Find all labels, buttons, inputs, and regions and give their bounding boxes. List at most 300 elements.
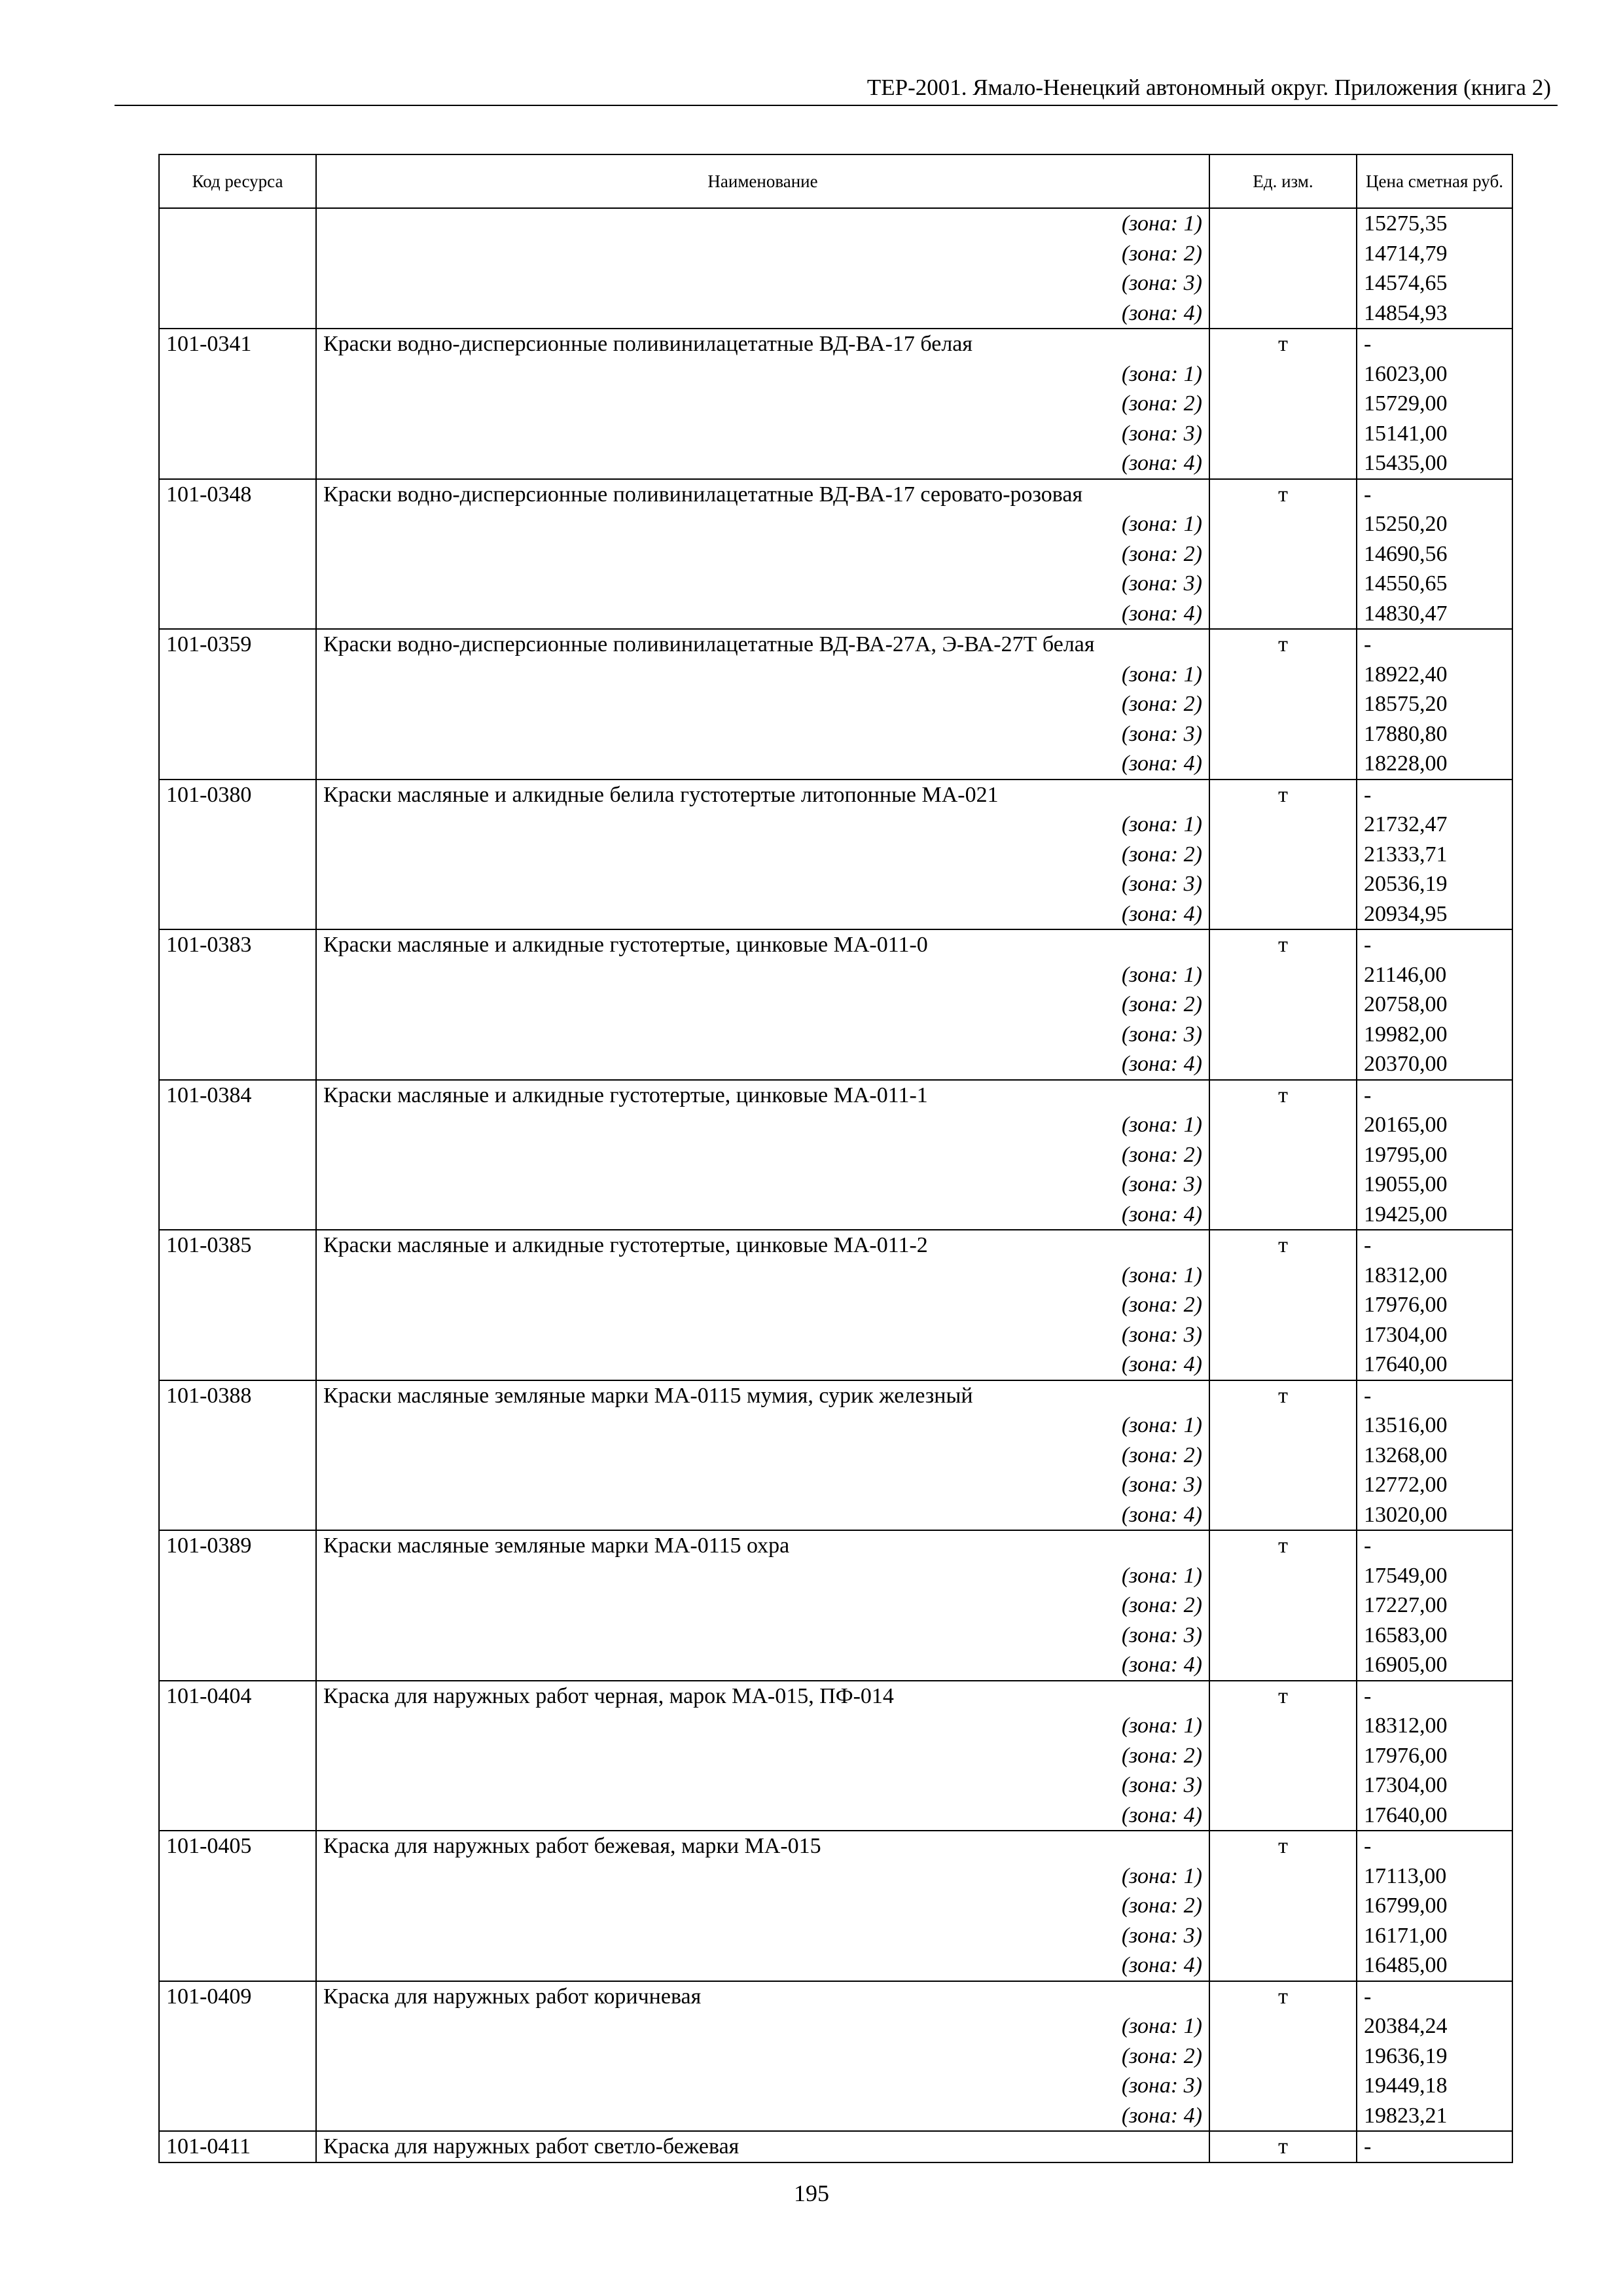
zone-price: 20165,00: [1357, 1110, 1512, 1140]
unit-cell: [1209, 960, 1357, 990]
price-table: [158, 154, 1513, 2163]
zone-price: 17304,00: [1357, 1770, 1512, 1801]
code-cell: [159, 1200, 316, 1230]
zone-price: 20758,00: [1357, 990, 1512, 1020]
zone-label: (зона: 2): [316, 990, 1209, 1020]
unit-cell: [1209, 1170, 1357, 1200]
zone-row: [159, 1441, 1512, 1471]
zone-price: 19823,21: [1357, 2101, 1512, 2132]
resource-base-price: -: [1357, 1380, 1512, 1411]
zone-price: 18228,00: [1357, 749, 1512, 780]
zone-price: 16799,00: [1357, 1891, 1512, 1921]
zone-row: [159, 899, 1512, 930]
resource-unit: т: [1209, 479, 1357, 510]
zone-label: (зона: 2): [316, 539, 1209, 569]
code-cell: [159, 2041, 316, 2072]
resource-code: 101-0409: [159, 1981, 316, 2012]
zone-price: 21732,47: [1357, 810, 1512, 840]
resource-base-price: -: [1357, 329, 1512, 359]
unit-cell: [1209, 1590, 1357, 1621]
unit-cell: [1209, 509, 1357, 539]
resource-base-price: -: [1357, 1080, 1512, 1111]
resource-unit: т: [1209, 1080, 1357, 1111]
zone-label: (зона: 3): [316, 1921, 1209, 1951]
code-cell: [159, 1350, 316, 1380]
zone-price: 17976,00: [1357, 1290, 1512, 1320]
code-cell: [159, 1500, 316, 1531]
code-cell: [159, 1470, 316, 1500]
resource-code: 101-0359: [159, 629, 316, 660]
unit-cell: [1209, 1470, 1357, 1500]
zone-row: [159, 1140, 1512, 1170]
zone-label: (зона: 4): [316, 298, 1209, 329]
zone-row: [159, 749, 1512, 780]
zone-row: [159, 1561, 1512, 1591]
resource-unit: т: [1209, 2131, 1357, 2162]
zone-price: 16905,00: [1357, 1650, 1512, 1681]
unit-cell: [1209, 749, 1357, 780]
zone-row: [159, 599, 1512, 630]
zone-label: (зона: 3): [316, 1020, 1209, 1050]
code-cell: [159, 1891, 316, 1921]
zone-row: [159, 1861, 1512, 1892]
unit-cell: [1209, 208, 1357, 239]
resource-unit: т: [1209, 329, 1357, 359]
zone-label: (зона: 3): [316, 2071, 1209, 2101]
unit-cell: [1209, 1441, 1357, 1471]
unit-cell: [1209, 389, 1357, 419]
zone-row: [159, 359, 1512, 389]
code-cell: [159, 2101, 316, 2132]
unit-cell: [1209, 1621, 1357, 1651]
unit-cell: [1209, 2101, 1357, 2132]
unit-cell: [1209, 1741, 1357, 1771]
zone-row: [159, 2071, 1512, 2101]
zone-price: 14690,56: [1357, 539, 1512, 569]
zone-price: 14574,65: [1357, 268, 1512, 298]
resource-name: Краски масляные и алкидные белила густотертые литопонные МА-021: [316, 780, 1209, 810]
code-cell: [159, 1020, 316, 1050]
zone-row: [159, 1320, 1512, 1350]
code-cell: [159, 749, 316, 780]
resource-unit: т: [1209, 929, 1357, 960]
code-cell: [159, 810, 316, 840]
zone-label: (зона: 2): [316, 840, 1209, 870]
code-cell: [159, 1950, 316, 1981]
zone-label: (зона: 2): [316, 1140, 1209, 1170]
zone-label: (зона: 4): [316, 1049, 1209, 1080]
resource-row: [159, 1230, 1512, 1261]
resource-row: [159, 1530, 1512, 1561]
zone-row: [159, 1621, 1512, 1651]
code-cell: [159, 208, 316, 239]
zone-row: [159, 448, 1512, 479]
resource-base-price: -: [1357, 1981, 1512, 2012]
code-cell: [159, 869, 316, 899]
zone-price: 18575,20: [1357, 689, 1512, 719]
zone-price: 17549,00: [1357, 1561, 1512, 1591]
zone-row: [159, 1590, 1512, 1621]
zone-label: (зона: 4): [316, 599, 1209, 630]
zone-label: (зона: 4): [316, 749, 1209, 780]
zone-price: 18922,40: [1357, 660, 1512, 690]
zone-row: [159, 689, 1512, 719]
resource-code: 101-0384: [159, 1080, 316, 1111]
page-number: 195: [794, 2180, 829, 2206]
zone-label: (зона: 2): [316, 1590, 1209, 1621]
code-cell: [159, 539, 316, 569]
zone-price: 15141,00: [1357, 419, 1512, 449]
zone-label: (зона: 2): [316, 689, 1209, 719]
zone-row: [159, 960, 1512, 990]
zone-price: 14714,79: [1357, 239, 1512, 269]
zone-row: [159, 1200, 1512, 1230]
zone-row: [159, 1921, 1512, 1951]
code-cell: [159, 599, 316, 630]
unit-cell: [1209, 239, 1357, 269]
unit-cell: [1209, 1891, 1357, 1921]
zone-row: [159, 1500, 1512, 1531]
zone-row: [159, 1261, 1512, 1291]
unit-cell: [1209, 1350, 1357, 1380]
zone-price: 21146,00: [1357, 960, 1512, 990]
unit-cell: [1209, 1261, 1357, 1291]
zone-label: (зона: 3): [316, 1320, 1209, 1350]
zone-label: (зона: 1): [316, 509, 1209, 539]
code-cell: [159, 2011, 316, 2041]
resource-code: 101-0404: [159, 1681, 316, 1712]
zone-price: 14830,47: [1357, 599, 1512, 630]
unit-cell: [1209, 1561, 1357, 1591]
unit-cell: [1209, 569, 1357, 599]
code-cell: [159, 689, 316, 719]
zone-label: (зона: 1): [316, 960, 1209, 990]
resource-name: Краски масляные и алкидные густотертые, цинковые МА-011-2: [316, 1230, 1209, 1261]
resource-name: Краски масляные земляные марки МА-0115 мумия, сурик железный: [316, 1380, 1209, 1411]
zone-price: 19636,19: [1357, 2041, 1512, 2072]
code-cell: [159, 359, 316, 389]
resource-row: [159, 780, 1512, 810]
zone-row: [159, 1650, 1512, 1681]
zone-label: (зона: 3): [316, 268, 1209, 298]
code-cell: [159, 1621, 316, 1651]
zone-label: (зона: 4): [316, 1950, 1209, 1981]
zone-label: (зона: 1): [316, 1110, 1209, 1140]
unit-cell: [1209, 599, 1357, 630]
unit-cell: [1209, 689, 1357, 719]
page-header: [115, 72, 1558, 106]
code-cell: [159, 509, 316, 539]
zone-label: (зона: 2): [316, 389, 1209, 419]
zone-row: [159, 2101, 1512, 2132]
zone-label: (зона: 1): [316, 1410, 1209, 1441]
zone-row: [159, 810, 1512, 840]
zone-row: [159, 389, 1512, 419]
resource-unit: т: [1209, 780, 1357, 810]
resource-base-price: -: [1357, 629, 1512, 660]
resource-row: [159, 2131, 1512, 2162]
code-cell: [159, 1290, 316, 1320]
unit-cell: [1209, 660, 1357, 690]
resource-code: 101-0411: [159, 2131, 316, 2162]
zone-label: (зона: 2): [316, 1891, 1209, 1921]
resource-base-price: -: [1357, 1530, 1512, 1561]
zone-price: 17976,00: [1357, 1741, 1512, 1771]
zone-row: [159, 1891, 1512, 1921]
zone-label: (зона: 3): [316, 869, 1209, 899]
zone-label: (зона: 3): [316, 1470, 1209, 1500]
resource-code: 101-0388: [159, 1380, 316, 1411]
unit-cell: [1209, 899, 1357, 930]
zone-row: [159, 1110, 1512, 1140]
resource-row: [159, 1981, 1512, 2012]
unit-cell: [1209, 359, 1357, 389]
zone-label: (зона: 4): [316, 1650, 1209, 1681]
zone-label: (зона: 4): [316, 2101, 1209, 2132]
resource-name: Краски водно-дисперсионные поливинилацетатные ВД-ВА-17 серовато-розовая: [316, 479, 1209, 510]
resource-unit: т: [1209, 1831, 1357, 1861]
zone-row: [159, 990, 1512, 1020]
unit-cell: [1209, 419, 1357, 449]
resource-name: Краски масляные и алкидные густотертые, цинковые МА-011-1: [316, 1080, 1209, 1111]
zone-row: [159, 1350, 1512, 1380]
unit-cell: [1209, 1020, 1357, 1050]
zone-row: [159, 2011, 1512, 2041]
code-cell: [159, 1140, 316, 1170]
zone-row: [159, 1020, 1512, 1050]
zone-row: [159, 840, 1512, 870]
zone-row: [159, 239, 1512, 269]
code-cell: [159, 1770, 316, 1801]
unit-cell: [1209, 2071, 1357, 2101]
unit-cell: [1209, 1770, 1357, 1801]
resource-unit: т: [1209, 1981, 1357, 2012]
zone-price: 18312,00: [1357, 1711, 1512, 1741]
zone-row: [159, 1801, 1512, 1831]
code-cell: [159, 298, 316, 329]
unit-cell: [1209, 268, 1357, 298]
unit-cell: [1209, 1200, 1357, 1230]
resource-name: Краски водно-дисперсионные поливинилацетатные ВД-ВА-27А, Э-ВА-27Т белая: [316, 629, 1209, 660]
unit-cell: [1209, 298, 1357, 329]
zone-label: (зона: 1): [316, 2011, 1209, 2041]
zone-price: 15729,00: [1357, 389, 1512, 419]
resource-unit: т: [1209, 1681, 1357, 1712]
zone-label: (зона: 1): [316, 1561, 1209, 1591]
zone-label: (зона: 4): [316, 1350, 1209, 1380]
zone-price: 21333,71: [1357, 840, 1512, 870]
zone-price: 15250,20: [1357, 509, 1512, 539]
code-cell: [159, 719, 316, 749]
zone-row: [159, 569, 1512, 599]
resource-base-price: -: [1357, 929, 1512, 960]
unit-cell: [1209, 2011, 1357, 2041]
code-cell: [159, 1410, 316, 1441]
unit-cell: [1209, 1650, 1357, 1681]
zone-price: 17880,80: [1357, 719, 1512, 749]
zone-label: (зона: 4): [316, 899, 1209, 930]
zone-label: (зона: 4): [316, 1500, 1209, 1531]
resource-base-price: -: [1357, 1681, 1512, 1712]
resource-code: 101-0385: [159, 1230, 316, 1261]
code-cell: [159, 899, 316, 930]
resource-base-price: -: [1357, 1831, 1512, 1861]
code-cell: [159, 268, 316, 298]
column-header-price: Цена сметная руб.: [1357, 154, 1512, 208]
resource-row: [159, 1681, 1512, 1712]
zone-row: [159, 1741, 1512, 1771]
unit-cell: [1209, 869, 1357, 899]
zone-label: (зона: 1): [316, 359, 1209, 389]
zone-label: (зона: 1): [316, 1861, 1209, 1892]
zone-row: [159, 1711, 1512, 1741]
zone-price: 13020,00: [1357, 1500, 1512, 1531]
unit-cell: [1209, 1410, 1357, 1441]
zone-label: (зона: 1): [316, 1711, 1209, 1741]
zone-row: [159, 1290, 1512, 1320]
code-cell: [159, 1261, 316, 1291]
zone-label: (зона: 3): [316, 419, 1209, 449]
table-body: [159, 208, 1512, 2162]
zone-price: 15275,35: [1357, 208, 1512, 239]
resource-row: [159, 479, 1512, 510]
code-cell: [159, 569, 316, 599]
zone-price: 19982,00: [1357, 1020, 1512, 1050]
zone-label: (зона: 2): [316, 1441, 1209, 1471]
unit-cell: [1209, 1140, 1357, 1170]
code-cell: [159, 2071, 316, 2101]
resource-code: 101-0380: [159, 780, 316, 810]
zone-price: 17113,00: [1357, 1861, 1512, 1892]
unit-cell: [1209, 2041, 1357, 2072]
column-header-code: Код ресурса: [159, 154, 316, 208]
unit-cell: [1209, 1801, 1357, 1831]
zone-label: (зона: 1): [316, 208, 1209, 239]
zone-price: 20536,19: [1357, 869, 1512, 899]
zone-price: 14550,65: [1357, 569, 1512, 599]
zone-price: 17304,00: [1357, 1320, 1512, 1350]
unit-cell: [1209, 539, 1357, 569]
unit-cell: [1209, 840, 1357, 870]
unit-cell: [1209, 448, 1357, 479]
resource-base-price: -: [1357, 1230, 1512, 1261]
table-header-row: [159, 154, 1512, 208]
resource-name: Краска для наружных работ бежевая, марки МА-015: [316, 1831, 1209, 1861]
zone-row: [159, 660, 1512, 690]
zone-price: 17640,00: [1357, 1350, 1512, 1380]
resource-unit: т: [1209, 1380, 1357, 1411]
code-cell: [159, 1049, 316, 1080]
zone-row: [159, 419, 1512, 449]
zone-row: [159, 509, 1512, 539]
unit-cell: [1209, 1049, 1357, 1080]
unit-cell: [1209, 810, 1357, 840]
zone-row: [159, 1950, 1512, 1981]
zone-price: 12772,00: [1357, 1470, 1512, 1500]
zone-row: [159, 298, 1512, 329]
zone-label: (зона: 3): [316, 719, 1209, 749]
resource-unit: т: [1209, 1230, 1357, 1261]
unit-cell: [1209, 1290, 1357, 1320]
unit-cell: [1209, 1861, 1357, 1892]
code-cell: [159, 239, 316, 269]
zone-row: [159, 1410, 1512, 1441]
resource-unit: т: [1209, 1530, 1357, 1561]
zone-price: 20370,00: [1357, 1049, 1512, 1080]
unit-cell: [1209, 1320, 1357, 1350]
code-cell: [159, 448, 316, 479]
code-cell: [159, 1441, 316, 1471]
zone-label: (зона: 1): [316, 660, 1209, 690]
resource-name: Краски водно-дисперсионные поливинилацетатные ВД-ВА-17 белая: [316, 329, 1209, 359]
zone-row: [159, 539, 1512, 569]
unit-cell: [1209, 1921, 1357, 1951]
zone-price: 18312,00: [1357, 1261, 1512, 1291]
zone-price: 16171,00: [1357, 1921, 1512, 1951]
zone-price: 17640,00: [1357, 1801, 1512, 1831]
zone-price: 16023,00: [1357, 359, 1512, 389]
zone-label: (зона: 1): [316, 1261, 1209, 1291]
zone-label: (зона: 3): [316, 1770, 1209, 1801]
code-cell: [159, 1861, 316, 1892]
resource-code: 101-0389: [159, 1530, 316, 1561]
zone-price: 13516,00: [1357, 1410, 1512, 1441]
zone-row: [159, 1770, 1512, 1801]
zone-row: [159, 2041, 1512, 2072]
code-cell: [159, 1711, 316, 1741]
zone-price: 15435,00: [1357, 448, 1512, 479]
zone-label: (зона: 4): [316, 448, 1209, 479]
code-cell: [159, 419, 316, 449]
zone-label: (зона: 4): [316, 1200, 1209, 1230]
code-cell: [159, 1801, 316, 1831]
zone-label: (зона: 2): [316, 239, 1209, 269]
unit-cell: [1209, 990, 1357, 1020]
zone-label: (зона: 2): [316, 1741, 1209, 1771]
unit-cell: [1209, 719, 1357, 749]
zone-price: 14854,93: [1357, 298, 1512, 329]
zone-row: [159, 268, 1512, 298]
resource-name: Краска для наружных работ коричневая: [316, 1981, 1209, 2012]
zone-price: 20934,95: [1357, 899, 1512, 930]
code-cell: [159, 389, 316, 419]
zone-price: 13268,00: [1357, 1441, 1512, 1471]
code-cell: [159, 1110, 316, 1140]
resource-row: [159, 929, 1512, 960]
code-cell: [159, 1741, 316, 1771]
resource-name: Краски масляные земляные марки МА-0115 охра: [316, 1530, 1209, 1561]
column-header-unit: Ед. изм.: [1209, 154, 1357, 208]
code-cell: [159, 1320, 316, 1350]
zone-price: 19055,00: [1357, 1170, 1512, 1200]
zone-label: (зона: 3): [316, 1170, 1209, 1200]
zone-label: (зона: 1): [316, 810, 1209, 840]
zone-row: [159, 1470, 1512, 1500]
code-cell: [159, 840, 316, 870]
zone-price: 19795,00: [1357, 1140, 1512, 1170]
code-cell: [159, 1170, 316, 1200]
resource-name: Краска для наружных работ черная, марок МА-015, ПФ-014: [316, 1681, 1209, 1712]
code-cell: [159, 960, 316, 990]
resource-base-price: -: [1357, 479, 1512, 510]
zone-label: (зона: 3): [316, 569, 1209, 599]
resource-name: Краски масляные и алкидные густотертые, цинковые МА-011-0: [316, 929, 1209, 960]
zone-label: (зона: 2): [316, 2041, 1209, 2072]
unit-cell: [1209, 1500, 1357, 1531]
zone-price: 16485,00: [1357, 1950, 1512, 1981]
code-cell: [159, 1590, 316, 1621]
zone-row: [159, 1170, 1512, 1200]
